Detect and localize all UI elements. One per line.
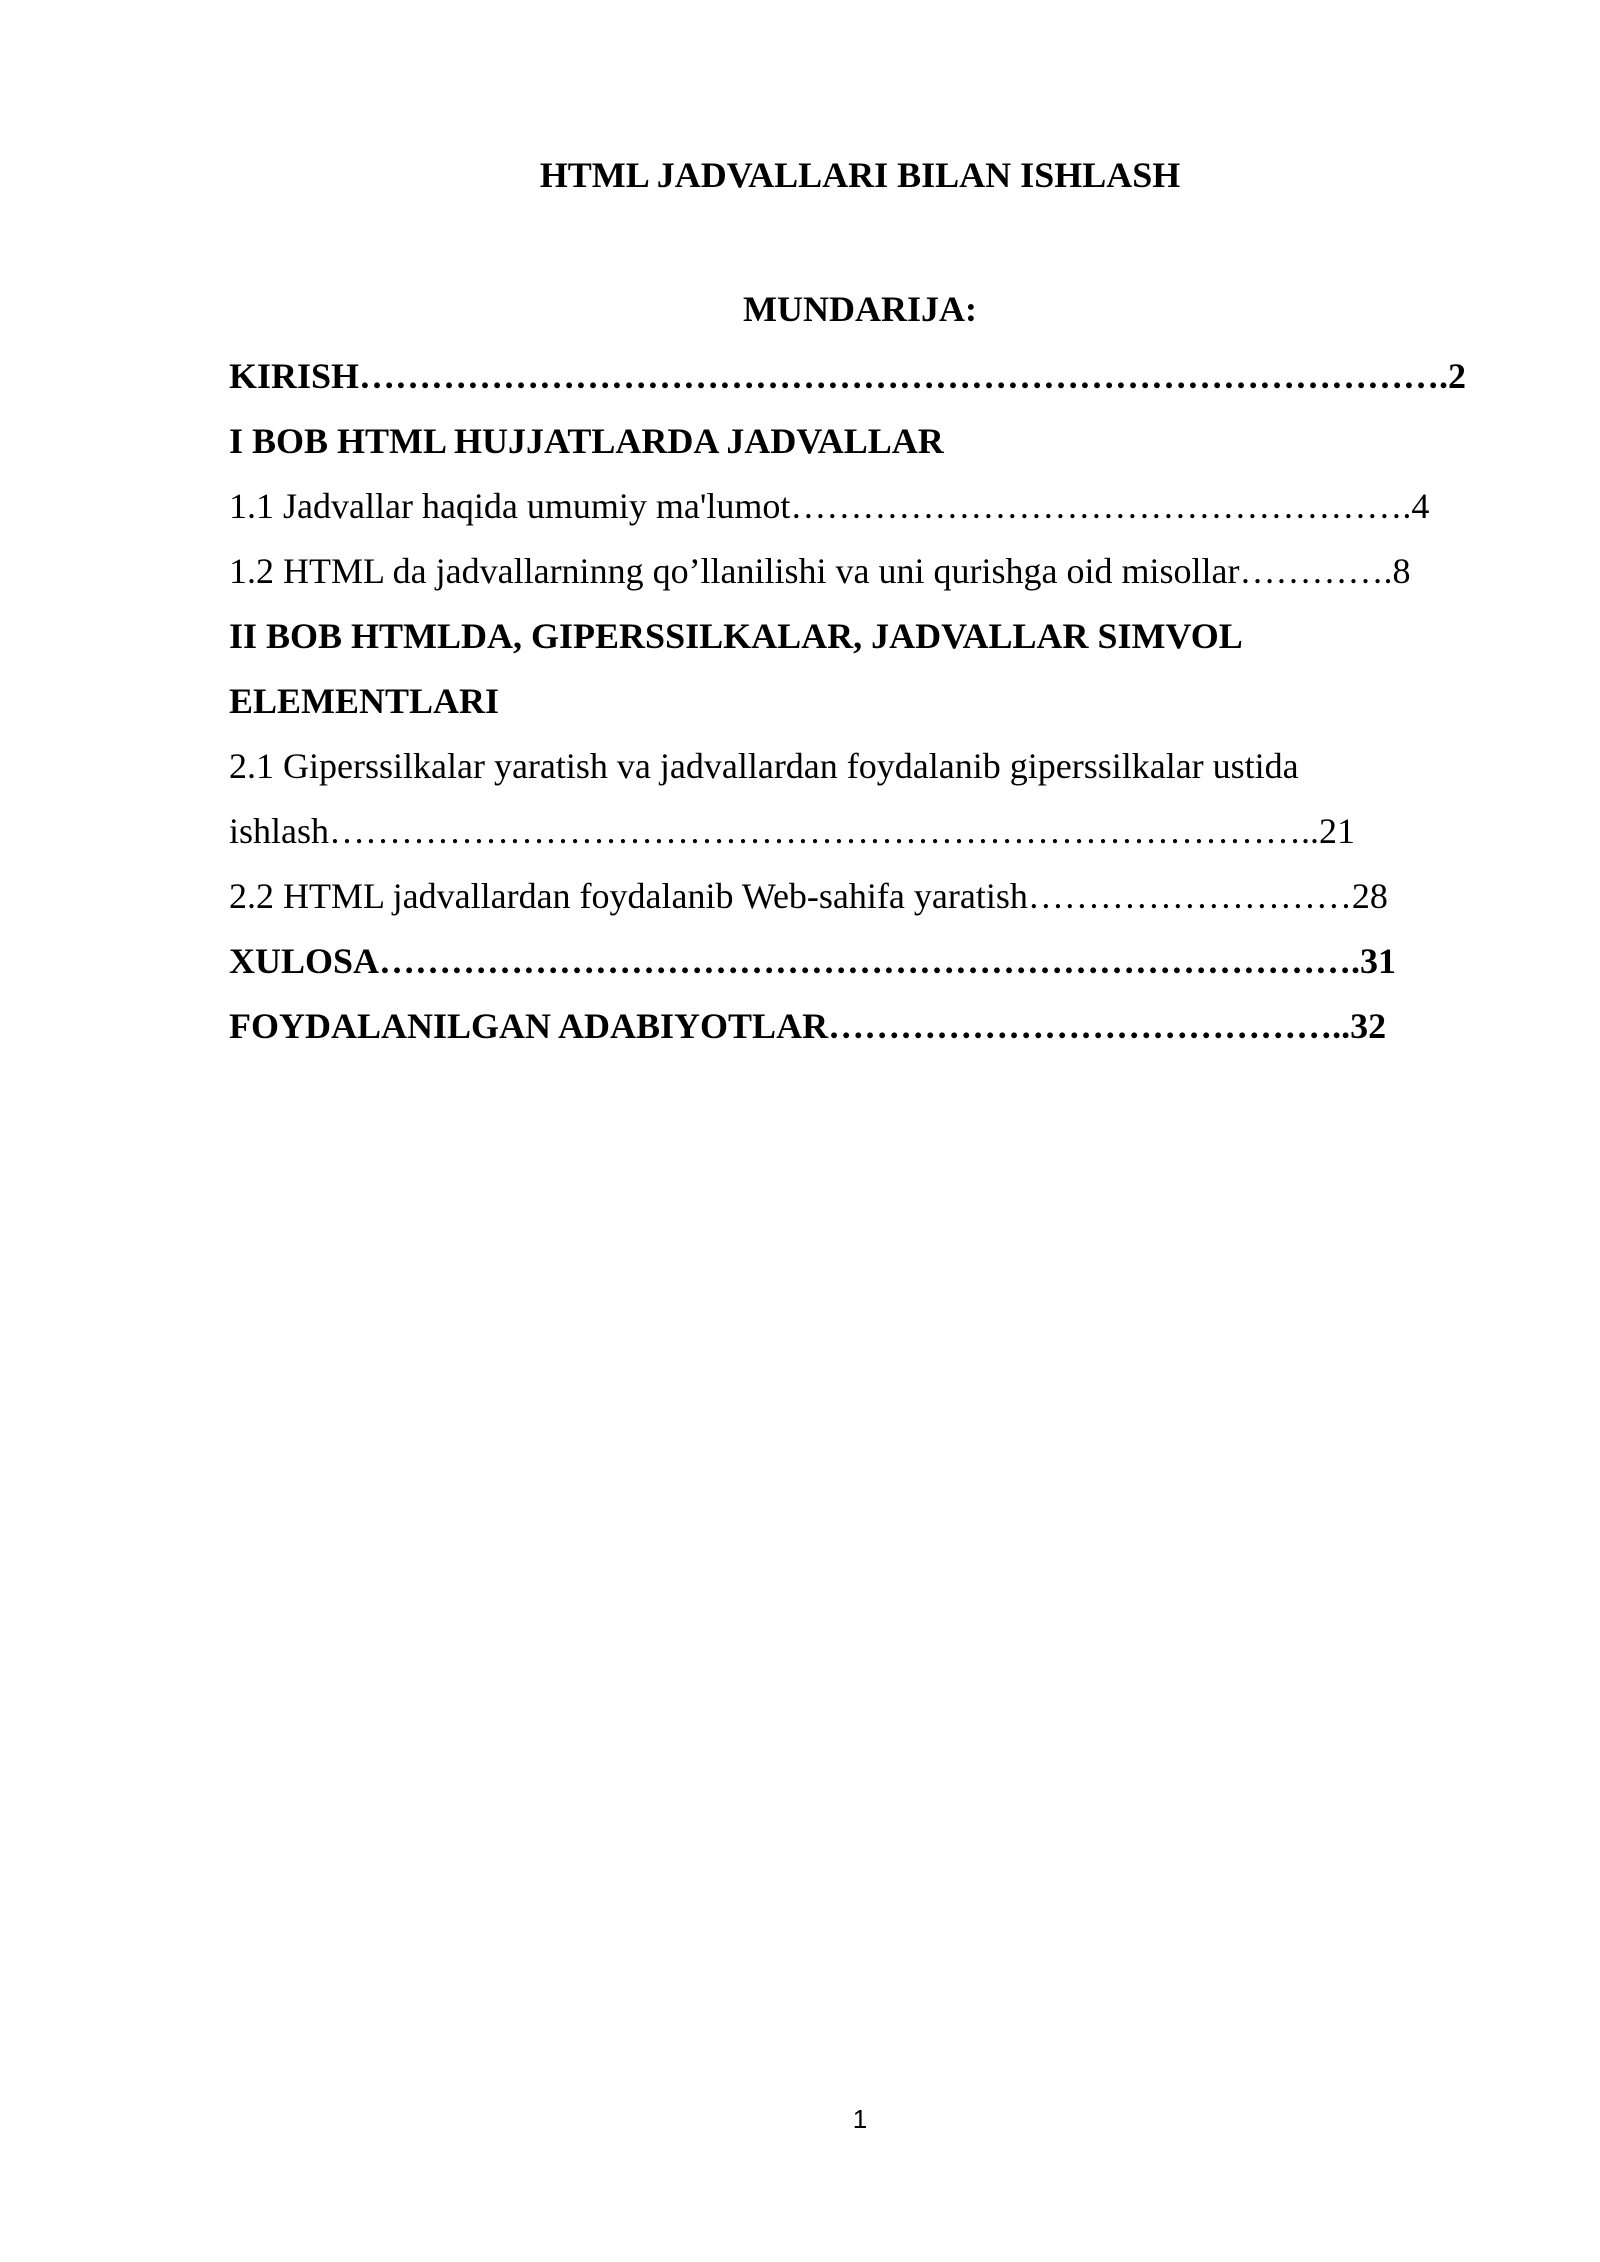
toc-entry-kirish: KIRISH……………………………………………………………………………….2	[229, 356, 1467, 396]
toc-entry-2-1-line-1: 2.1 Giperssilkalar yaratish va jadvallardan foydalanib giperssilkalar ustida	[229, 746, 1299, 786]
table-of-contents	[229, 344, 1489, 1059]
toc-entry-adabiyotlar: FOYDALANILGAN ADABIYOTLAR……………………………………..32	[229, 1006, 1387, 1046]
toc-entry-2-2: 2.2 HTML jadvallardan foydalanib Web-sahifa yaratish………………………28	[229, 876, 1388, 916]
toc-entry-1-1: 1.1 Jadvallar haqida umumiy ma'lumot…………………………………………….4	[229, 486, 1430, 526]
toc-chapter-1-heading: I BOB HTML HUJJATLARDA JADVALLAR	[229, 421, 944, 461]
document-title: HTML JADVALLARI BILAN ISHLASH	[539, 155, 1181, 195]
toc-entry-1-2: 1.2 HTML da jadvallarninng qo’llanilishi va uni qurishga oid misollar………….8	[229, 551, 1411, 591]
toc-heading: MUNDARIJA:	[743, 289, 977, 329]
page-number: 1	[852, 2104, 868, 2134]
toc-entry-xulosa: XULOSA……………………………………………………………………….31	[229, 941, 1397, 981]
toc-entry-2-1-line-2: ishlash………………………………………………………………………..21	[229, 811, 1356, 851]
toc-chapter-2-heading-line-1: II BOB HTMLDA, GIPERSSILKALAR, JADVALLAR SIMVOL	[229, 616, 1243, 656]
toc-chapter-2-heading-line-2: ELEMENTLARI	[229, 681, 500, 721]
